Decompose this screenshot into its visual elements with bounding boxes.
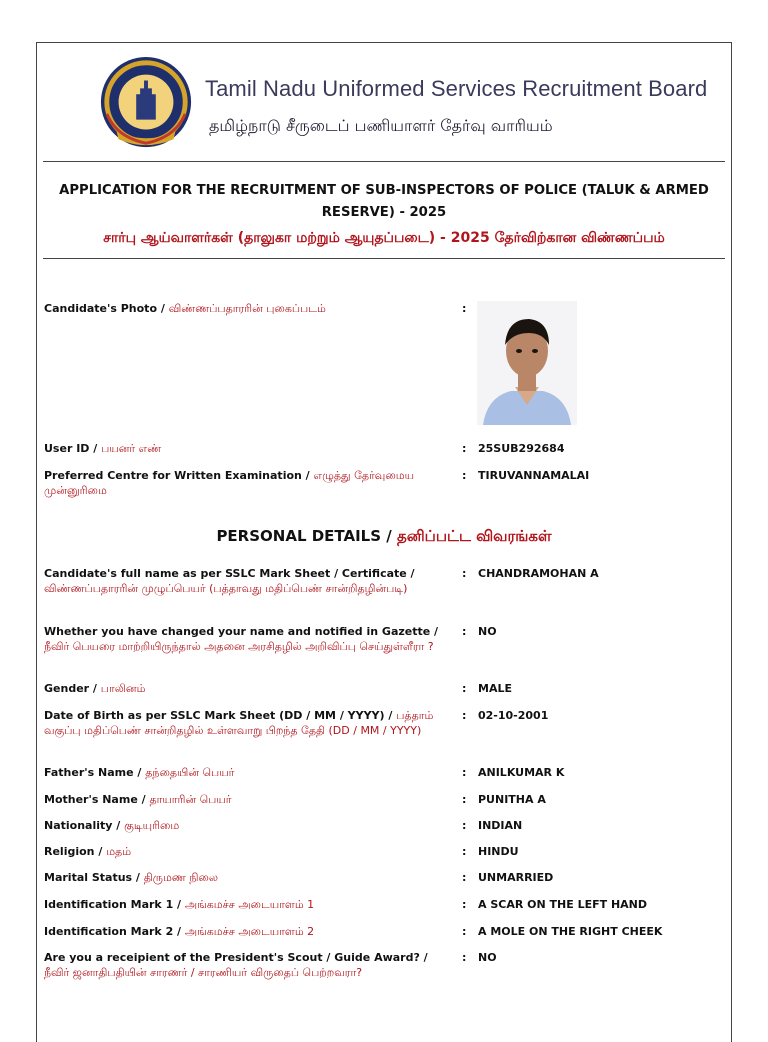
field-value: CHANDRAMOHAN A: [478, 567, 599, 580]
field-colon: :: [462, 766, 467, 779]
field-label: Identification Mark 2 / அங்கமச்ச அடையாளம் 2: [44, 925, 315, 938]
field-colon: :: [462, 951, 467, 964]
field-label: User ID / பயனர் எண்: [44, 442, 162, 455]
form-title-tamil: சார்பு ஆய்வாளர்கள் (தாலுகா மற்றும் ஆயுதப்படை) - 2025 தேர்விற்கான விண்ணப்பம்: [103, 230, 665, 246]
field-label: Candidate's full name as per SSLC Mark Sheet / Certificate / விண்ணப்பதாரரின் முழுப்பெயர் (பத்தாவது மதிப்பெண் சான்றிதழின்படி): [44, 567, 415, 595]
field-label: Marital Status / திருமண நிலை: [44, 871, 218, 884]
field-value: NO: [478, 625, 497, 638]
field-value: TIRUVANNAMALAI: [478, 469, 590, 482]
field-label: Mother's Name / தாயாரின் பெயர்: [44, 793, 232, 806]
field-value: NO: [478, 951, 497, 964]
field-colon: :: [462, 442, 467, 455]
field-value: HINDU: [478, 845, 519, 858]
field-colon: :: [462, 682, 467, 695]
board-name-tamil: தமிழ்நாடு சீருடைப் பணியாளர் தேர்வு வாரியம்: [209, 116, 553, 135]
section-heading-personal-details: PERSONAL DETAILS / தனிப்பட்ட விவரங்கள்: [216, 527, 552, 545]
field-label: Are you a receipient of the President's Scout / Guide Award? / நீவிர் ஜனாதிபதியின் சாரணர் / சாரணியர் விருதைப் பெற்றவரா?: [44, 951, 428, 979]
board-emblem-icon: [97, 55, 195, 153]
field-colon: :: [462, 871, 467, 884]
field-colon: :: [462, 793, 467, 806]
board-name-english: Tamil Nadu Uniformed Services Recruitment Board: [205, 76, 708, 101]
candidate-photo: [477, 301, 577, 425]
field-colon: :: [462, 567, 467, 580]
field-label: Candidate's Photo / விண்ணப்பதாரரின் புகைப்படம்: [44, 302, 326, 315]
field-value: MALE: [478, 682, 512, 695]
field-colon: :: [462, 709, 467, 722]
field-colon: :: [462, 302, 467, 315]
field-value: PUNITHA A: [478, 793, 546, 806]
field-colon: :: [462, 819, 467, 832]
field-colon: :: [462, 469, 467, 482]
field-value: ANILKUMAR K: [478, 766, 565, 779]
application-form: [36, 42, 732, 1042]
field-value: 25SUB292684: [478, 442, 565, 455]
field-colon: :: [462, 925, 467, 938]
field-label: Religion / மதம்: [44, 845, 132, 858]
form-title: [37, 162, 731, 258]
field-label: Identification Mark 1 / அங்கமச்ச அடையாளம் 1: [44, 898, 315, 911]
field-colon: :: [462, 845, 467, 858]
field-label: Nationality / குடியுரிமை: [44, 819, 180, 832]
board-header: [37, 43, 731, 161]
field-value: INDIAN: [478, 819, 523, 832]
form-title-english: APPLICATION FOR THE RECRUITMENT OF SUB-INSPECTORS OF POLICE (TALUK & ARMED RESERVE) - 2025: [59, 183, 709, 220]
field-colon: :: [462, 625, 467, 638]
field-value: A MOLE ON THE RIGHT CHEEK: [478, 925, 663, 938]
field-label: Gender / பாலினம்: [44, 682, 146, 695]
field-label: Preferred Centre for Written Examination / எழுத்து தேர்வுமைய முன்னுரிமை: [44, 469, 415, 497]
title-divider: [43, 258, 725, 259]
field-value: A SCAR ON THE LEFT HAND: [478, 898, 648, 911]
field-value: UNMARRIED: [478, 871, 554, 884]
field-label: Father's Name / தந்தையின் பெயர்: [44, 766, 235, 779]
field-value: 02-10-2001: [478, 709, 549, 722]
field-colon: :: [462, 898, 467, 911]
field-label: Whether you have changed your name and notified in Gazette / நீவிர் பெயரை மாற்றியிருந்தால் அதனை அரசிதழில் அறிவிப்பு செய்துள்ளீரா ?: [44, 625, 439, 653]
field-label: Date of Birth as per SSLC Mark Sheet (DD / MM / YYYY) / பத்தாம் வகுப்பு மதிப்பெண் சான்றிதழில் உள்ளவாறு பிறந்த தேதி (DD / MM / YYYY): [44, 709, 434, 737]
